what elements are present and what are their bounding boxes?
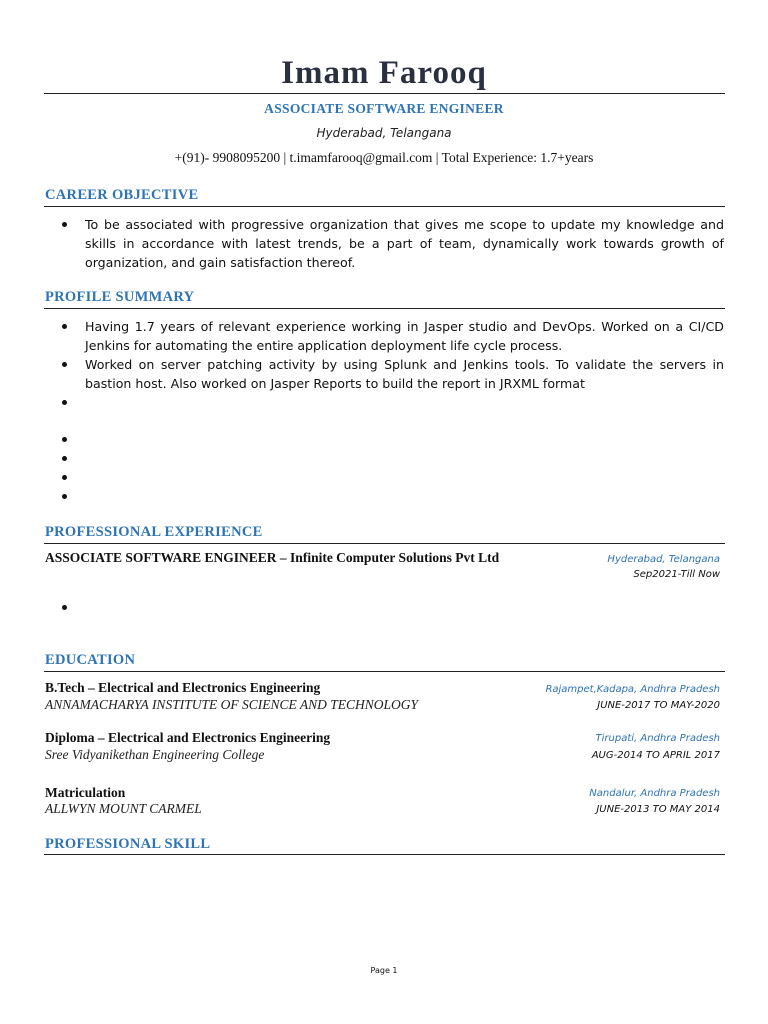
job-title: ASSOCIATE SOFTWARE ENGINEER bbox=[264, 101, 504, 116]
list-item bbox=[62, 468, 724, 487]
page-number: Page 1 bbox=[370, 966, 398, 975]
list-item: Having 1.7 years of relevant experience working in Jasper studio and DevOps. Worked on a CI/CD Jenkins for automating the entire application deployment life cycle process. bbox=[62, 317, 724, 355]
list-item: To be associated with progressive organization that gives me scope to update my knowledge and skills in accordance with latest trends, be a part of team, dynamically work towards growth of organization, and gain satisfaction thereof. bbox=[62, 215, 724, 272]
section-divider bbox=[44, 854, 725, 855]
profile-summary-list-continued bbox=[62, 430, 724, 506]
experience-location: Hyderabad, Telangana bbox=[607, 554, 720, 565]
experience-dates: Sep2021-Till Now bbox=[633, 569, 720, 580]
list-item bbox=[62, 487, 724, 506]
education-location: Rajampet,Kadapa, Andhra Pradesh bbox=[545, 684, 720, 695]
list-item bbox=[62, 449, 724, 468]
section-heading-professional-skill: PROFESSIONAL SKILL bbox=[45, 836, 211, 852]
education-degree: Matriculation bbox=[45, 785, 126, 800]
section-divider bbox=[44, 543, 725, 544]
education-institution: ANNAMACHARYA INSTITUTE OF SCIENCE AND TECHNOLOGY bbox=[45, 697, 418, 712]
bullet-icon bbox=[62, 475, 67, 480]
section-divider bbox=[44, 671, 725, 672]
education-location: Tirupati, Andhra Pradesh bbox=[595, 733, 720, 744]
list-item bbox=[62, 598, 724, 617]
bullet-icon bbox=[62, 494, 67, 499]
bullet-icon bbox=[62, 324, 67, 329]
education-degree: B.Tech – Electrical and Electronics Engineering bbox=[45, 680, 321, 695]
education-location: Nandalur, Andhra Pradesh bbox=[589, 788, 720, 799]
section-heading-education: EDUCATION bbox=[45, 652, 136, 668]
education-dates: AUG-2014 TO APRIL 2017 bbox=[591, 750, 720, 761]
candidate-name: Imam Farooq bbox=[281, 55, 487, 91]
experience-title: ASSOCIATE SOFTWARE ENGINEER – Infinite Computer Solutions Pvt Ltd bbox=[45, 550, 500, 565]
list-item: Worked on server patching activity by using Splunk and Jenkins tools. To validate the servers in bastion host. Also worked on Jasper Reports to build the report in JRXML format bbox=[62, 355, 724, 393]
education-institution: ALLWYN MOUNT CARMEL bbox=[45, 801, 202, 816]
bullet-icon bbox=[62, 437, 67, 442]
section-heading-career-objective: CAREER OBJECTIVE bbox=[45, 187, 199, 203]
section-divider bbox=[44, 308, 725, 309]
bullet-icon bbox=[62, 605, 67, 610]
profile-summary-list bbox=[62, 317, 724, 412]
education-institution: Sree Vidyanikethan Engineering College bbox=[45, 747, 265, 762]
list-item bbox=[62, 393, 724, 412]
experience-list bbox=[62, 598, 724, 617]
education-dates: JUNE-2017 TO MAY-2020 bbox=[597, 700, 720, 711]
section-heading-profile-summary: PROFILE SUMMARY bbox=[45, 289, 195, 305]
list-item bbox=[62, 430, 724, 449]
bullet-icon bbox=[62, 400, 67, 405]
education-dates: JUNE-2013 TO MAY 2014 bbox=[596, 804, 720, 815]
header-divider bbox=[44, 93, 725, 94]
contact-line: +(91)- 9908095200 | t.imamfarooq@gmail.com | Total Experience: 1.7+years bbox=[174, 150, 594, 165]
career-objective-list bbox=[62, 215, 724, 272]
bullet-icon bbox=[62, 362, 67, 367]
candidate-location: Hyderabad, Telangana bbox=[316, 126, 452, 140]
bullet-icon bbox=[62, 456, 67, 461]
bullet-icon bbox=[62, 222, 67, 227]
section-heading-professional-experience: PROFESSIONAL EXPERIENCE bbox=[45, 524, 263, 540]
section-divider bbox=[44, 206, 725, 207]
education-degree: Diploma – Electrical and Electronics Engineering bbox=[45, 730, 331, 745]
